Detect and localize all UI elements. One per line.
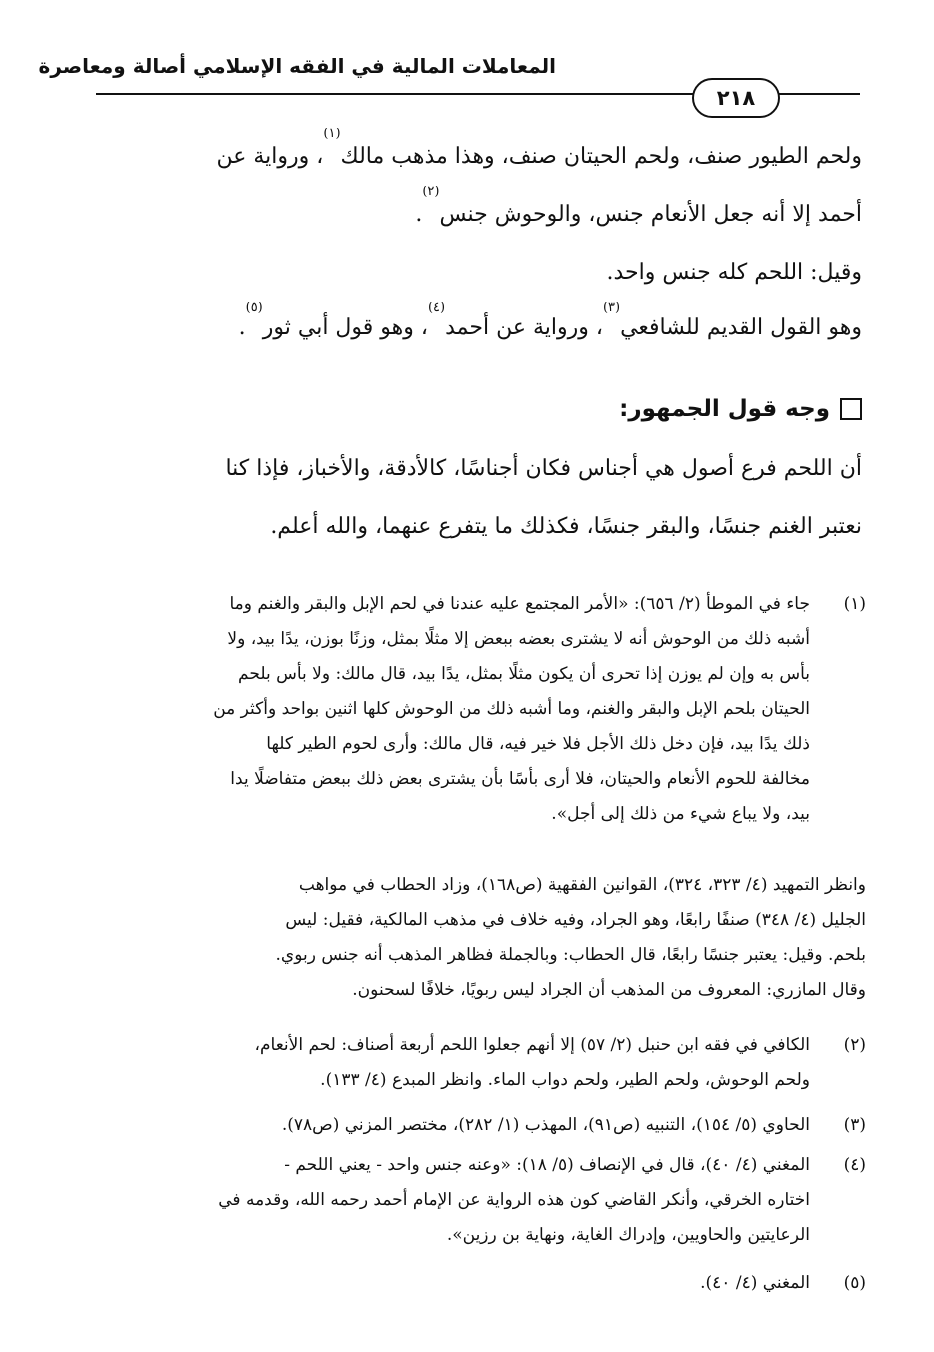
footnote-line: ذلك يدًا بيد، فإن دخل ذلك الأجل فلا خير فيه، قال مالك: وأرى لحوم الطير كلها bbox=[266, 734, 810, 754]
footnote-line: الكافي في فقه ابن حنبل (٢/ ٥٧) إلا أنهم جعلوا اللحم أربعة أصناف: لحم الأنعام، bbox=[254, 1035, 810, 1055]
footnote-ref[interactable]: (٣) bbox=[602, 302, 621, 315]
main-text-block-2 bbox=[96, 440, 862, 556]
footnote-1-continuation bbox=[96, 868, 866, 1008]
text-line: أن اللحم فرع أصول هي أجناس فكان أجناسًا، كالأدقة، والأخباز، فإذا كنا bbox=[225, 456, 862, 481]
footnote-line: ولحم الوحوش، ولحم الطير، ولحم دواب الماء. وانظر المبدع (٤/ ١٣٣). bbox=[320, 1070, 810, 1090]
footnote-1 bbox=[96, 587, 866, 832]
footnote-line: جاء في الموطأ (٢/ ٦٥٦): «الأمر المجتمع عليه عندنا في لحم الإبل والبقر والغنم وما bbox=[229, 594, 810, 614]
text-line: نعتبر الغنم جنسًا، والبقر جنسًا، فكذلك ما يتفرع عنهما، والله أعلم. bbox=[270, 514, 862, 539]
footnote-number: (٢) bbox=[843, 1035, 866, 1055]
footnote-ref[interactable]: (١) bbox=[323, 128, 341, 141]
footnote-line: بيد، ولا يباع شيء من ذلك إلى أجل». bbox=[551, 804, 810, 824]
footnote-ref[interactable]: (٤) bbox=[427, 302, 446, 315]
footnote-line: بلحم. وقيل: يعتبر جنسًا رابعًا، قال الحطاب: وبالجملة فظاهر المذهب أنه جنس ربوي. bbox=[275, 945, 866, 965]
footnote-line: الجليل (٤/ ٣٤٨) صنفًا رابعًا، وهو الجراد، وفيه خلاف في مذهب المالكية، فقيل: ليس bbox=[285, 910, 866, 930]
footnote-line: مخالفة للحوم الأنعام والحيتان، فلا أرى بأسًا بأن يشترى بعض ذلك ببعض متفاضلًا يدا bbox=[230, 769, 810, 789]
main-text-block-1 bbox=[96, 128, 862, 354]
footnote-line: اختاره الخرقي، وأنكر القاضي كون هذه الرواية عن الإمام أحمد رحمه الله، وقدمه في bbox=[218, 1190, 810, 1210]
footnote-line: وقال المازري: المعروف من المذهب أن الجراد ليس ربويًا، خلافًا لسحنون. bbox=[352, 980, 866, 1000]
footnote-line: أشبه ذلك من الوحوش أنه لا يشترى بعضه ببعض إلا مثلًا بمثل، وزنًا بوزن، يدًا بيد، ولا bbox=[227, 629, 810, 649]
footnote-ref[interactable]: (٥) bbox=[245, 302, 263, 315]
footnote-line: الحيتان بلحم الإبل والبقر والغنم، وما أشبه ذلك من الوحوش كلها اثنين بواحد وأكثر من bbox=[213, 699, 810, 719]
footnote-line: المغني (٤/ ٤٠)، قال في الإنصاف (٥/ ١٨): «وعنه جنس واحد - يعني اللحم - bbox=[284, 1155, 810, 1175]
footnote-line: وانظر التمهيد (٤/ ٣٢٣، ٣٢٤)، القوانين الفقهية (ص١٦٨)، وزاد الحطاب في مواهب bbox=[298, 875, 866, 895]
square-bullet-icon bbox=[840, 398, 862, 420]
text-line: ولحم الطيور صنف، ولحم الحيتان صنف، وهذا مذهب مالك$^{(١)}$، ورواية عن bbox=[216, 128, 862, 169]
footnote-3 bbox=[96, 1108, 866, 1143]
page-number: ٢١٨ bbox=[692, 78, 780, 118]
running-header-title: المعاملات المالية في الفقه الإسلامي أصالة ومعاصرة bbox=[38, 54, 556, 78]
footnote-number: (١) bbox=[843, 594, 866, 614]
footnote-line: الرعايتين والحاويين، وإدراك الغاية، ونهاية بن رزين». bbox=[446, 1225, 810, 1245]
footnote-2 bbox=[96, 1028, 866, 1098]
footnote-line: الحاوي (٥/ ١٥٤)، التنبيه (ص٩١)، المهذب (١/ ٢٨٢)، مختصر المزني (ص٧٨). bbox=[281, 1115, 810, 1135]
footnote-number: (٣) bbox=[843, 1115, 866, 1135]
footnote-ref[interactable]: (٢) bbox=[422, 186, 440, 199]
section-heading bbox=[619, 387, 862, 431]
section-heading-text: وجه قول الجمهور: bbox=[619, 396, 830, 422]
footnote-4 bbox=[96, 1148, 866, 1253]
footnote-line: بأس به وإن لم يوزن إذا تحرى أن يكون مثلًا بمثل، يدًا بيد، قال مالك: ولا بأس بلحم bbox=[238, 664, 810, 684]
text-line: وقيل: اللحم كله جنس واحد. bbox=[606, 260, 862, 285]
text-line: أحمد إلا أنه جعل الأنعام جنس، والوحوش جنس$^{(٢)}$. bbox=[415, 186, 862, 227]
text-line: وهو القول القديم للشافعي$^{(٣)}$، ورواية عن أحمد$^{(٤)}$، وهو قول أبي ثور$^{(٥)}$. bbox=[238, 302, 862, 340]
footnote-5 bbox=[96, 1266, 866, 1301]
footnote-number: (٥) bbox=[843, 1273, 866, 1293]
footnote-number: (٤) bbox=[843, 1155, 866, 1175]
footnote-line: المغني (٤/ ٤٠). bbox=[700, 1273, 810, 1293]
